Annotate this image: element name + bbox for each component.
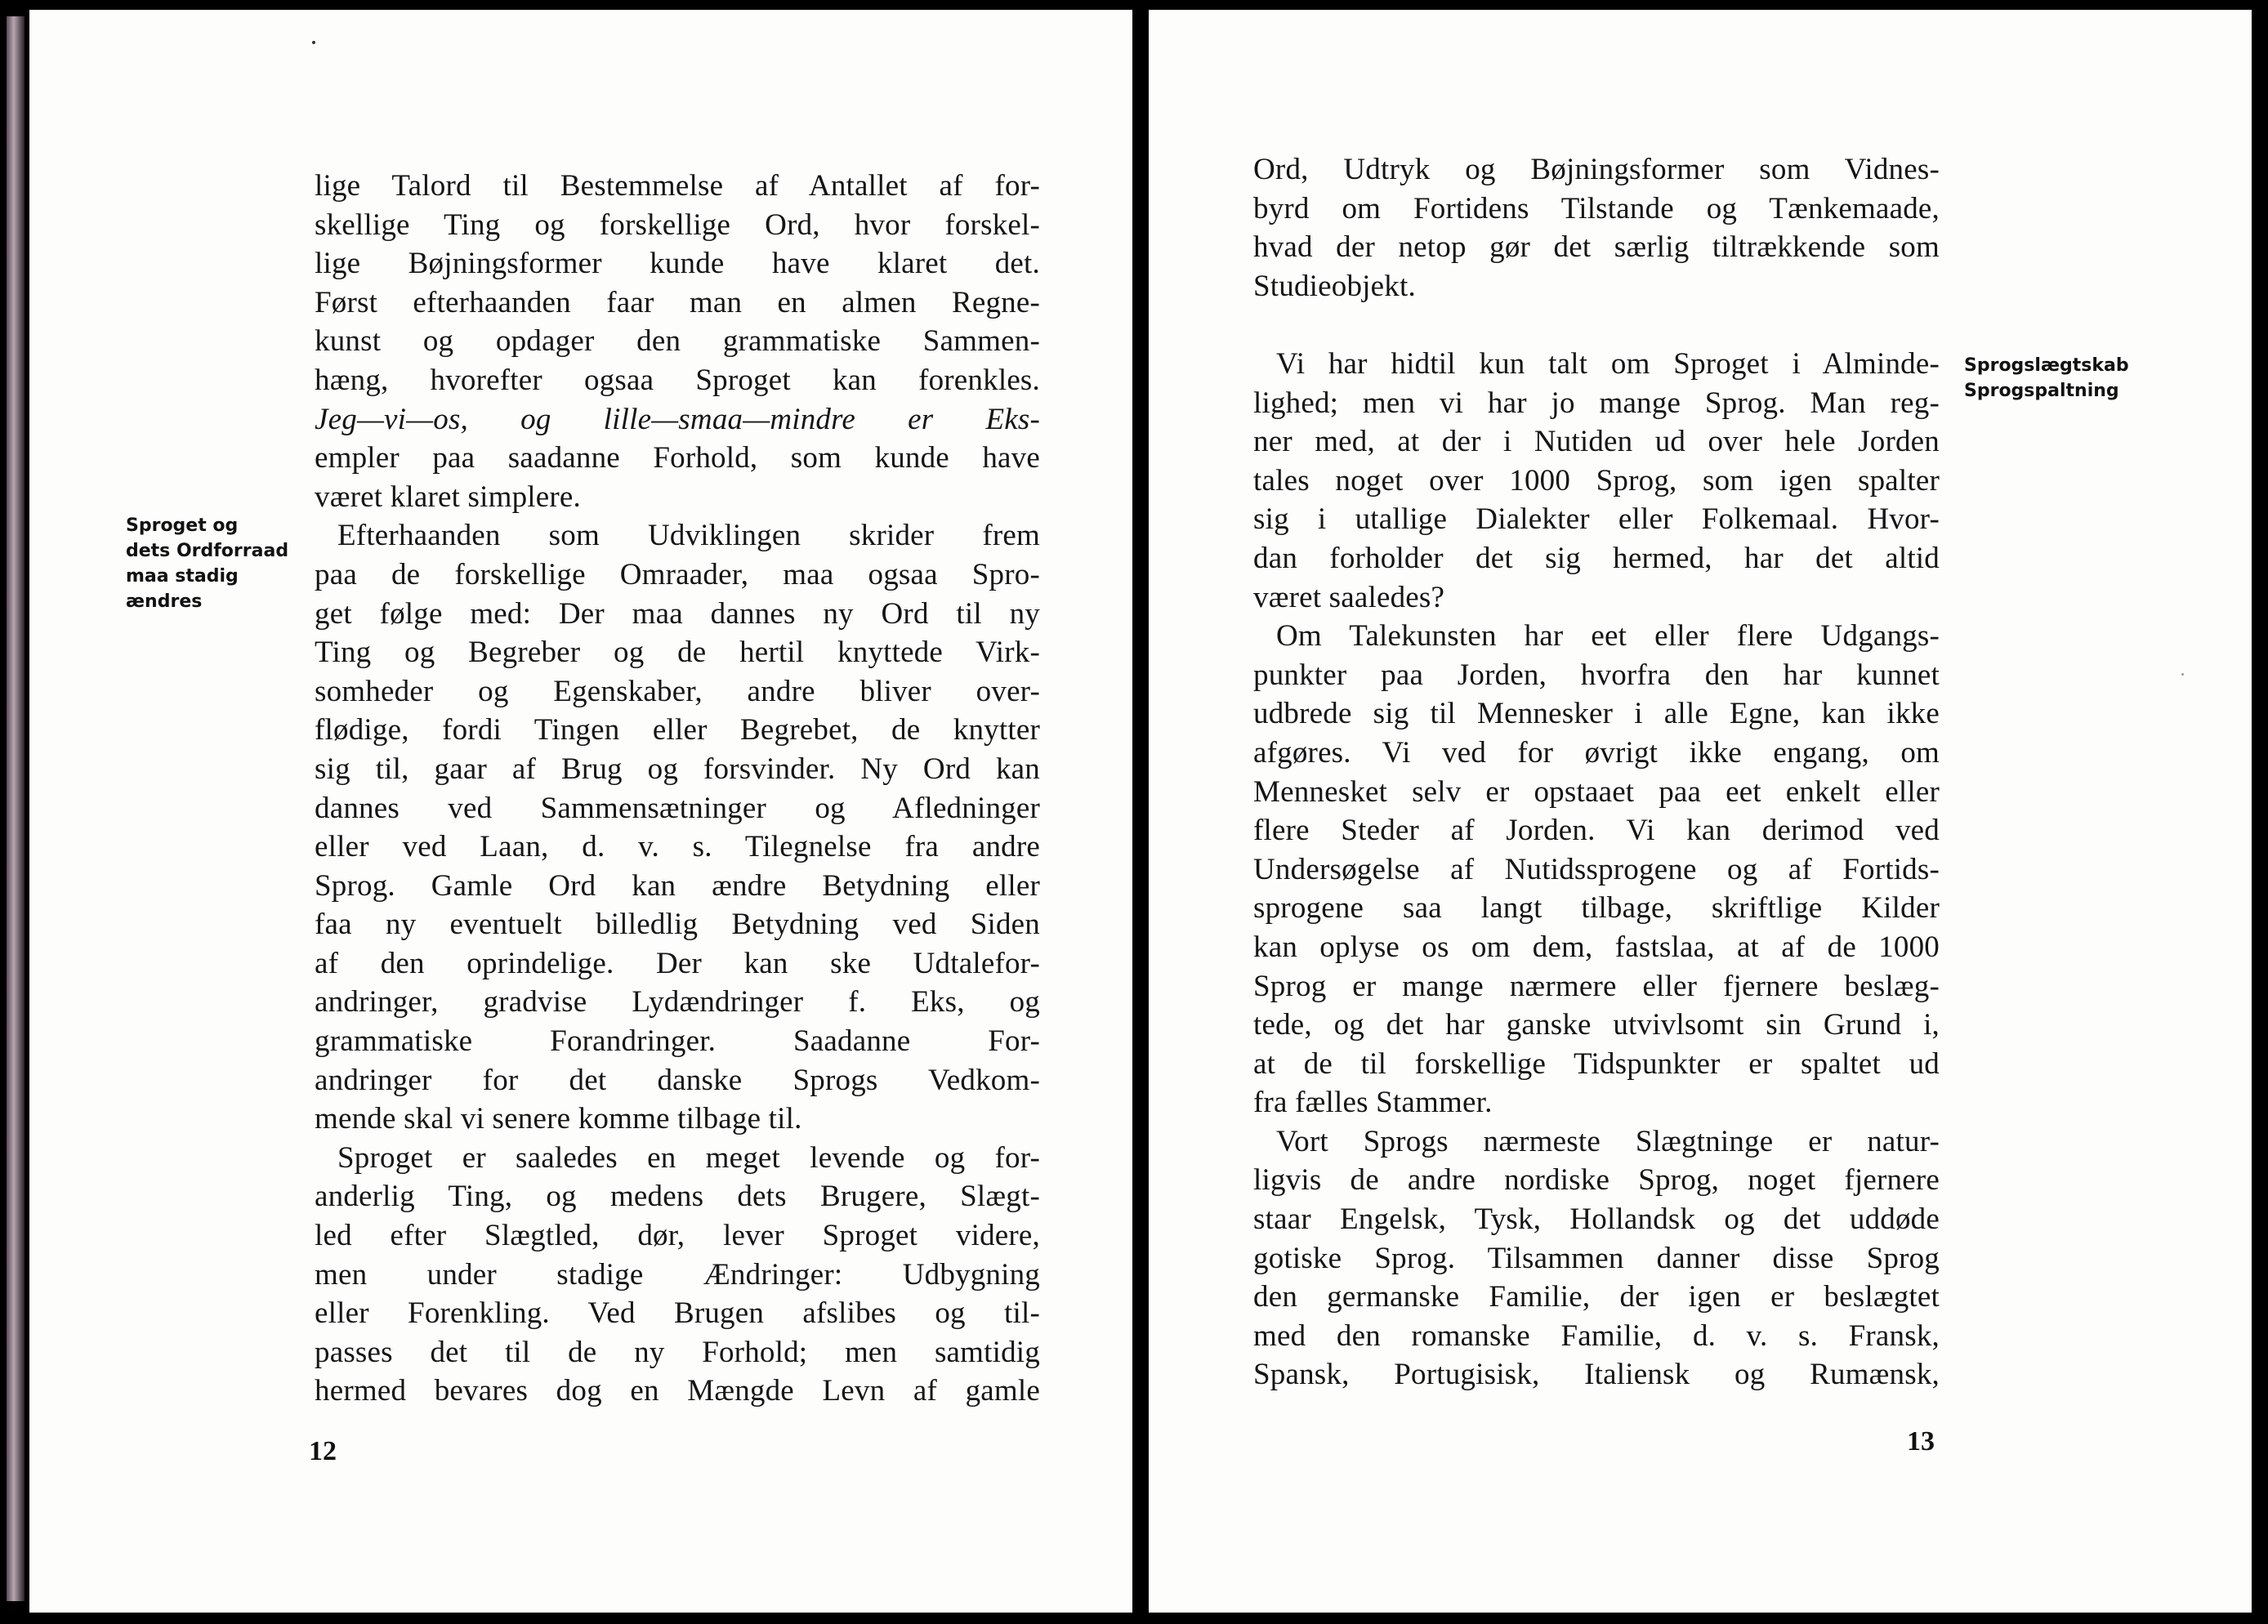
text-line: anderlig Ting, og medens dets Brugere, Slægt- [315, 1180, 1040, 1214]
right-margin-note [1964, 353, 2129, 404]
text-line: hvad der netop gør det særlig tiltrækkende som [1253, 230, 1940, 265]
text-line: den germanske Familie, der igen er beslægtet [1253, 1280, 1940, 1314]
text-line: afgøres. Vi ved for øvrigt ikke engang, om [1253, 735, 1940, 770]
text-line: Spansk, Portugisisk, Italiensk og Rumænsk, [1253, 1358, 1940, 1392]
text-line: hermed bevares dog en Mængde Levn af gamle [315, 1374, 1040, 1408]
text-line: sprogene saa langt tilbage, skriftlige Kilder [1253, 891, 1940, 926]
text-line: lighed; men vi har jo mange Sprog. Man reg- [1253, 386, 1940, 420]
page-number: 12 [309, 1436, 337, 1466]
text-line: ner med, at der i Nutiden ud over hele Jorden [1253, 425, 1940, 459]
text-line: Ord, Udtryk og Bøjningsformer som Vidnes- [1253, 153, 1940, 186]
text-line: empler paa saadanne Forhold, som kunde have [315, 441, 1040, 475]
text-line: grammatiske Forandringer. Saadanne For- [315, 1024, 1040, 1059]
margin-note-line: Sprogspaltning [1964, 381, 2119, 401]
margin-note-line: ændres [126, 591, 203, 612]
text-line: get følge med: Der maa dannes ny Ord til ny [315, 596, 1040, 631]
text-line: passes det til de ny Forhold; men samtidig [315, 1335, 1040, 1369]
text-line: ligvis de andre nordiske Sprog, noget fjernere [1253, 1163, 1940, 1198]
text-line: dan forholder det sig hermed, har det altid [1253, 541, 1940, 575]
text-line: Sproget er saaledes en meget levende og for- [337, 1140, 1040, 1175]
text-line: Først efterhaanden faar man en almen Regne- [315, 285, 1040, 319]
text-line: udbrede sig til Mennesker i alle Egne, kan ikke [1253, 697, 1940, 731]
text-line: kunst og opdager den grammatiske Sammen- [315, 324, 1040, 359]
text-line: tede, og det har ganske utvivlsomt sin Grund i, [1253, 1008, 1940, 1042]
text-line: kan oplyse os om dem, fastslaa, at af de 1000 [1253, 930, 1940, 964]
text-line: Jeg—vi—os, og lille—smaa—mindre er Eks- [315, 402, 1040, 436]
text-line: skellige Ting og forskellige Ord, hvor forskel- [315, 207, 1040, 242]
text-line: flødige, fordi Tingen eller Begrebet, de knytter [315, 713, 1040, 747]
text-line: faa ny eventuelt billedlig Betydning ved Siden [315, 908, 1040, 942]
text-line: Undersøgelse af Nutidssprogene og af Fortids- [1253, 852, 1940, 886]
margin-note-line: dets Ordforraad [126, 541, 289, 561]
text-line: lige Bøjningsformer kunde have klaret det. [315, 247, 1040, 281]
left-page [29, 10, 1132, 1613]
text-line: eller ved Laan, d. v. s. Tilegnelse fra andre [315, 830, 1040, 864]
text-line: tales noget over 1000 Sprog, som igen spalter [1253, 463, 1940, 497]
text-line: sig til, gaar af Brug og forsvinder. Ny Ord kan [315, 752, 1040, 786]
text-line: Vi har hidtil kun talt om Sproget i Alminde- [1276, 347, 1940, 381]
right-body-text-top [1253, 150, 1940, 306]
text-line: hæng, hvorefter ogsaa Sproget kan forenkles. [315, 363, 1040, 397]
text-line: Sprog er mange nærmere eller fjernere beslæg- [1253, 969, 1940, 1003]
text-line: paa de forskellige Omraader, maa ogsaa Spro- [315, 557, 1040, 591]
text-line: været saaledes? [1253, 580, 1445, 614]
text-line: staar Engelsk, Tysk, Hollandsk og det uddøde [1253, 1202, 1940, 1237]
text-line: lige Talord til Bestemmelse af Antallet af for- [315, 169, 1040, 203]
text-line: Efterhaanden som Udviklingen skrider frem [337, 519, 1040, 553]
ink-speck [312, 41, 315, 44]
text-line: byrd om Fortidens Tilstande og Tænkemaade, [1253, 191, 1940, 225]
margin-note-line: maa stadig [126, 566, 239, 587]
text-line: været klaret simplere. [315, 480, 581, 514]
text-line: andringer for det danske Sprogs Vedkom- [315, 1063, 1040, 1097]
text-line: Ting og Begreber og de hertil knyttede Virk- [315, 636, 1040, 670]
text-line: Sprog. Gamle Ord kan ændre Betydning eller [315, 868, 1040, 903]
text-line: Mennesket selv er opstaaet paa eet enkelt eller [1253, 774, 1940, 809]
text-line: punkter paa Jorden, hvorfra den har kunnet [1253, 658, 1940, 692]
text-line: Vort Sprogs nærmeste Slægtninge er natur- [1276, 1124, 1940, 1158]
text-line: gotiske Sprog. Tilsammen danner disse Sprog [1253, 1241, 1940, 1275]
text-line: at de til forskellige Tidspunkter er spaltet ud [1253, 1046, 1940, 1081]
margin-note-line: Sproget og [126, 515, 239, 536]
left-body-text [315, 167, 1040, 1411]
text-line: eller Forenkling. Ved Brugen afslibes og til- [315, 1296, 1040, 1331]
text-line: Studieobjekt. [1253, 269, 1416, 303]
text-line: dannes ved Sammensætninger og Afledninger [315, 791, 1040, 825]
ink-speck [2181, 673, 2184, 676]
margin-note-line: Sprogslægtskab [1964, 355, 2129, 376]
text-line: men under stadige Ændringer: Udbygning [315, 1257, 1040, 1292]
text-line: med den romanske Familie, d. v. s. Fransk, [1253, 1318, 1940, 1353]
text-line: mende skal vi senere komme tilbage til. [315, 1102, 802, 1136]
text-line: Om Talekunsten har eet eller flere Udgangs- [1276, 619, 1940, 654]
text-line: fra fælles Stammer. [1253, 1086, 1493, 1120]
text-line: af den oprindelige. Der kan ske Udtalefor- [315, 946, 1040, 980]
page-edge-strip [7, 16, 25, 1601]
right-page [1149, 10, 2252, 1613]
right-body-text [1253, 345, 1940, 1394]
text-line: flere Steder af Jorden. Vi kan derimod ved [1253, 814, 1940, 848]
text-line: sig i utallige Dialekter eller Folkemaal. Hvor- [1253, 502, 1940, 537]
left-margin-note [126, 513, 288, 614]
text-line: led efter Slægtled, dør, lever Sproget videre, [315, 1219, 1040, 1253]
text-line: andringer, gradvise Lydændringer f. Eks, og [315, 985, 1040, 1019]
page-number: 13 [1907, 1426, 1935, 1457]
text-line: somheder og Egenskaber, andre bliver over- [315, 674, 1040, 708]
